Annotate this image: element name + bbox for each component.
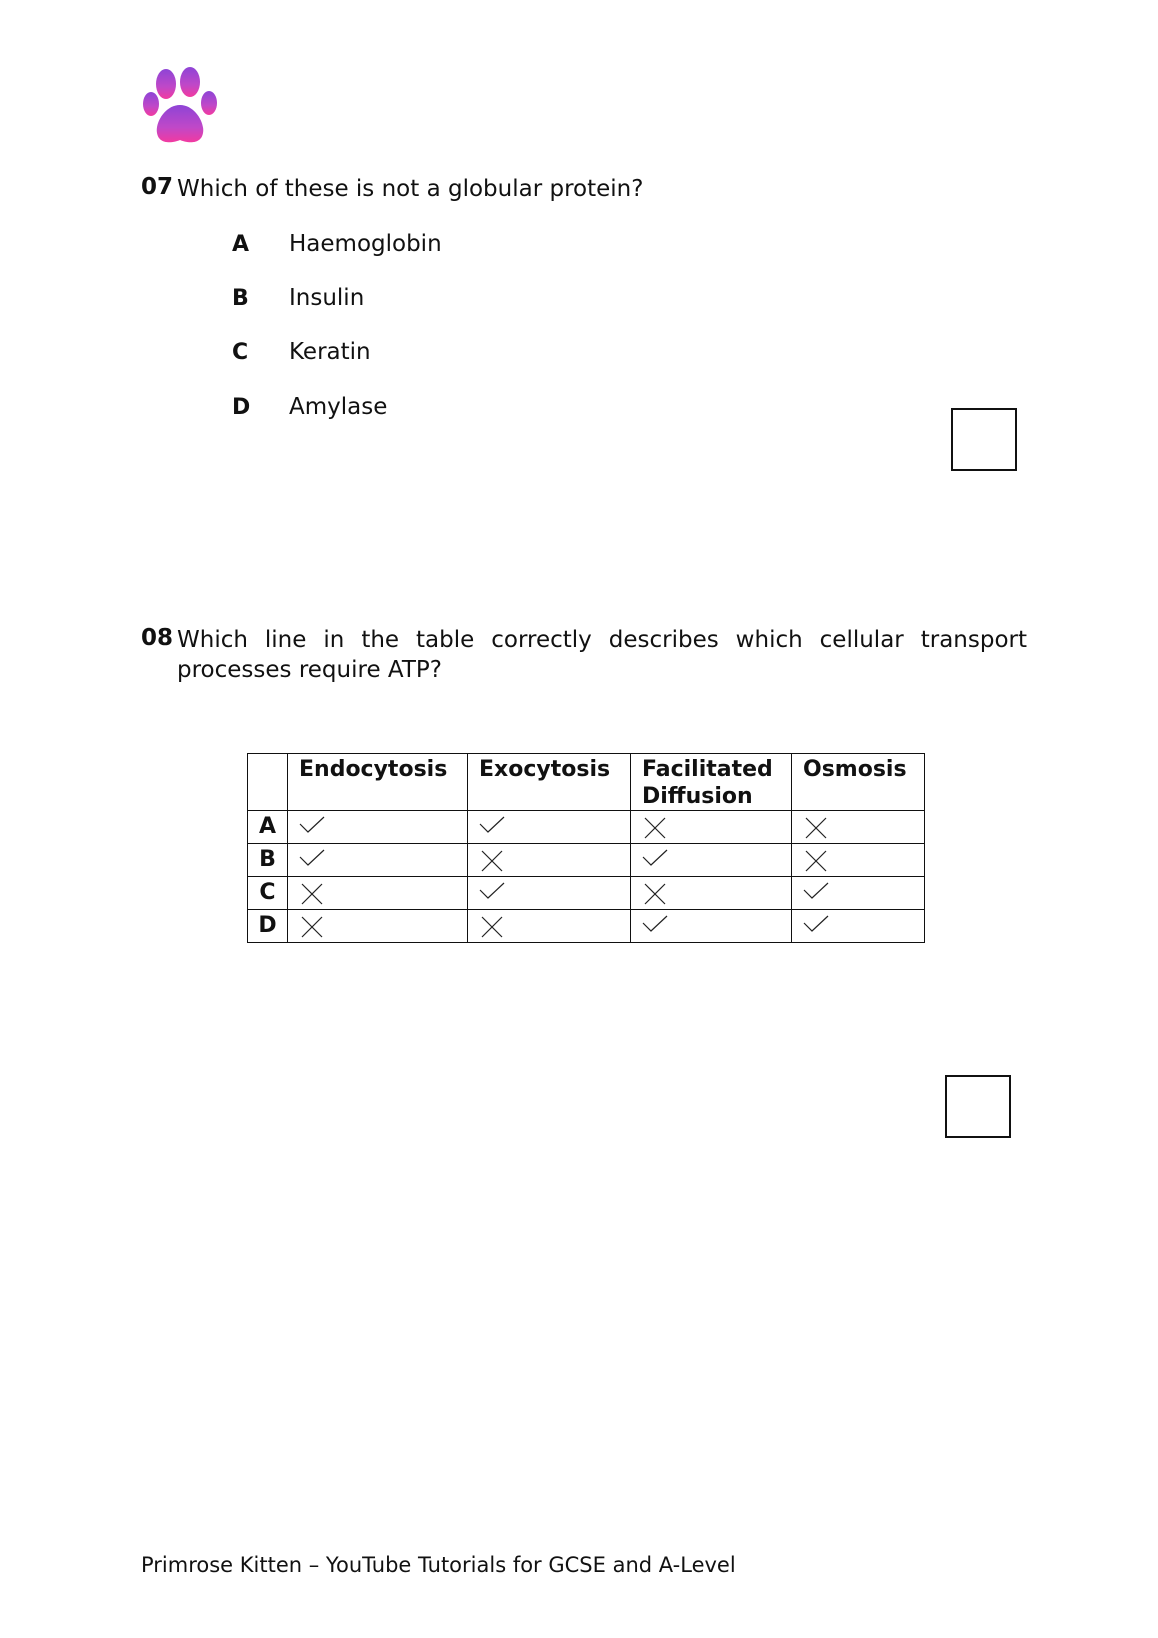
tick-icon <box>479 816 505 840</box>
tick-icon <box>299 816 325 840</box>
option-text-c: Keratin <box>289 339 371 365</box>
table-row <box>248 811 925 844</box>
cross-icon <box>803 816 829 840</box>
tick-icon <box>642 915 668 939</box>
table-corner-cell <box>248 754 288 811</box>
tick-icon <box>642 849 668 873</box>
table-header-row <box>248 754 925 811</box>
paw-print-icon <box>143 67 219 147</box>
table-row <box>248 844 925 877</box>
answer-box-q7[interactable] <box>951 408 1017 471</box>
cell-exocytosis <box>468 811 631 844</box>
atp-table <box>247 753 925 943</box>
cross-icon <box>803 849 829 873</box>
cell-facilitated-diffusion <box>631 877 792 910</box>
option-letter-c: C <box>232 340 249 365</box>
tick-icon <box>479 882 505 906</box>
question-number: 07 <box>141 174 174 200</box>
cross-icon <box>479 849 505 873</box>
option-text-a: Haemoglobin <box>289 231 442 257</box>
option-letter-d: D <box>232 395 251 420</box>
header-endocytosis: Endocytosis <box>288 754 468 811</box>
cross-icon <box>299 882 325 906</box>
cell-endocytosis <box>288 910 468 943</box>
row-letter: A <box>248 811 288 844</box>
cell-endocytosis <box>288 811 468 844</box>
cell-facilitated-diffusion <box>631 844 792 877</box>
question-text-line1: Which line in the table correctly describes which cellular transport <box>177 627 1027 653</box>
cell-endocytosis <box>288 877 468 910</box>
option-letter-a: A <box>232 232 250 257</box>
option-text-b: Insulin <box>289 285 365 311</box>
question-text-line2: processes require ATP? <box>177 657 442 683</box>
question-text: Which of these is not a globular protein? <box>177 176 644 202</box>
cross-icon <box>642 816 668 840</box>
cross-icon <box>299 915 325 939</box>
table-row <box>248 910 925 943</box>
footer-text: Primrose Kitten – YouTube Tutorials for GCSE and A-Level <box>141 1553 736 1577</box>
cell-exocytosis <box>468 877 631 910</box>
answer-box-q8[interactable] <box>945 1075 1011 1138</box>
table-row <box>248 877 925 910</box>
cross-icon <box>642 882 668 906</box>
option-letter-b: B <box>232 286 249 311</box>
option-text-d: Amylase <box>289 394 388 420</box>
tick-icon <box>803 915 829 939</box>
question-number: 08 <box>141 625 174 651</box>
cell-osmosis <box>792 877 925 910</box>
cross-icon <box>479 915 505 939</box>
cell-osmosis <box>792 910 925 943</box>
tick-icon <box>803 882 829 906</box>
cell-osmosis <box>792 811 925 844</box>
cell-exocytosis <box>468 844 631 877</box>
question-text <box>177 625 1027 685</box>
cell-osmosis <box>792 844 925 877</box>
cell-endocytosis <box>288 844 468 877</box>
header-osmosis: Osmosis <box>792 754 925 811</box>
row-letter: D <box>248 910 288 943</box>
row-letter: B <box>248 844 288 877</box>
cell-exocytosis <box>468 910 631 943</box>
header-exocytosis: Exocytosis <box>468 754 631 811</box>
cell-facilitated-diffusion <box>631 910 792 943</box>
cell-facilitated-diffusion <box>631 811 792 844</box>
row-letter: C <box>248 877 288 910</box>
tick-icon <box>299 849 325 873</box>
header-facilitated-diffusion: Facilitated Diffusion <box>631 754 792 811</box>
